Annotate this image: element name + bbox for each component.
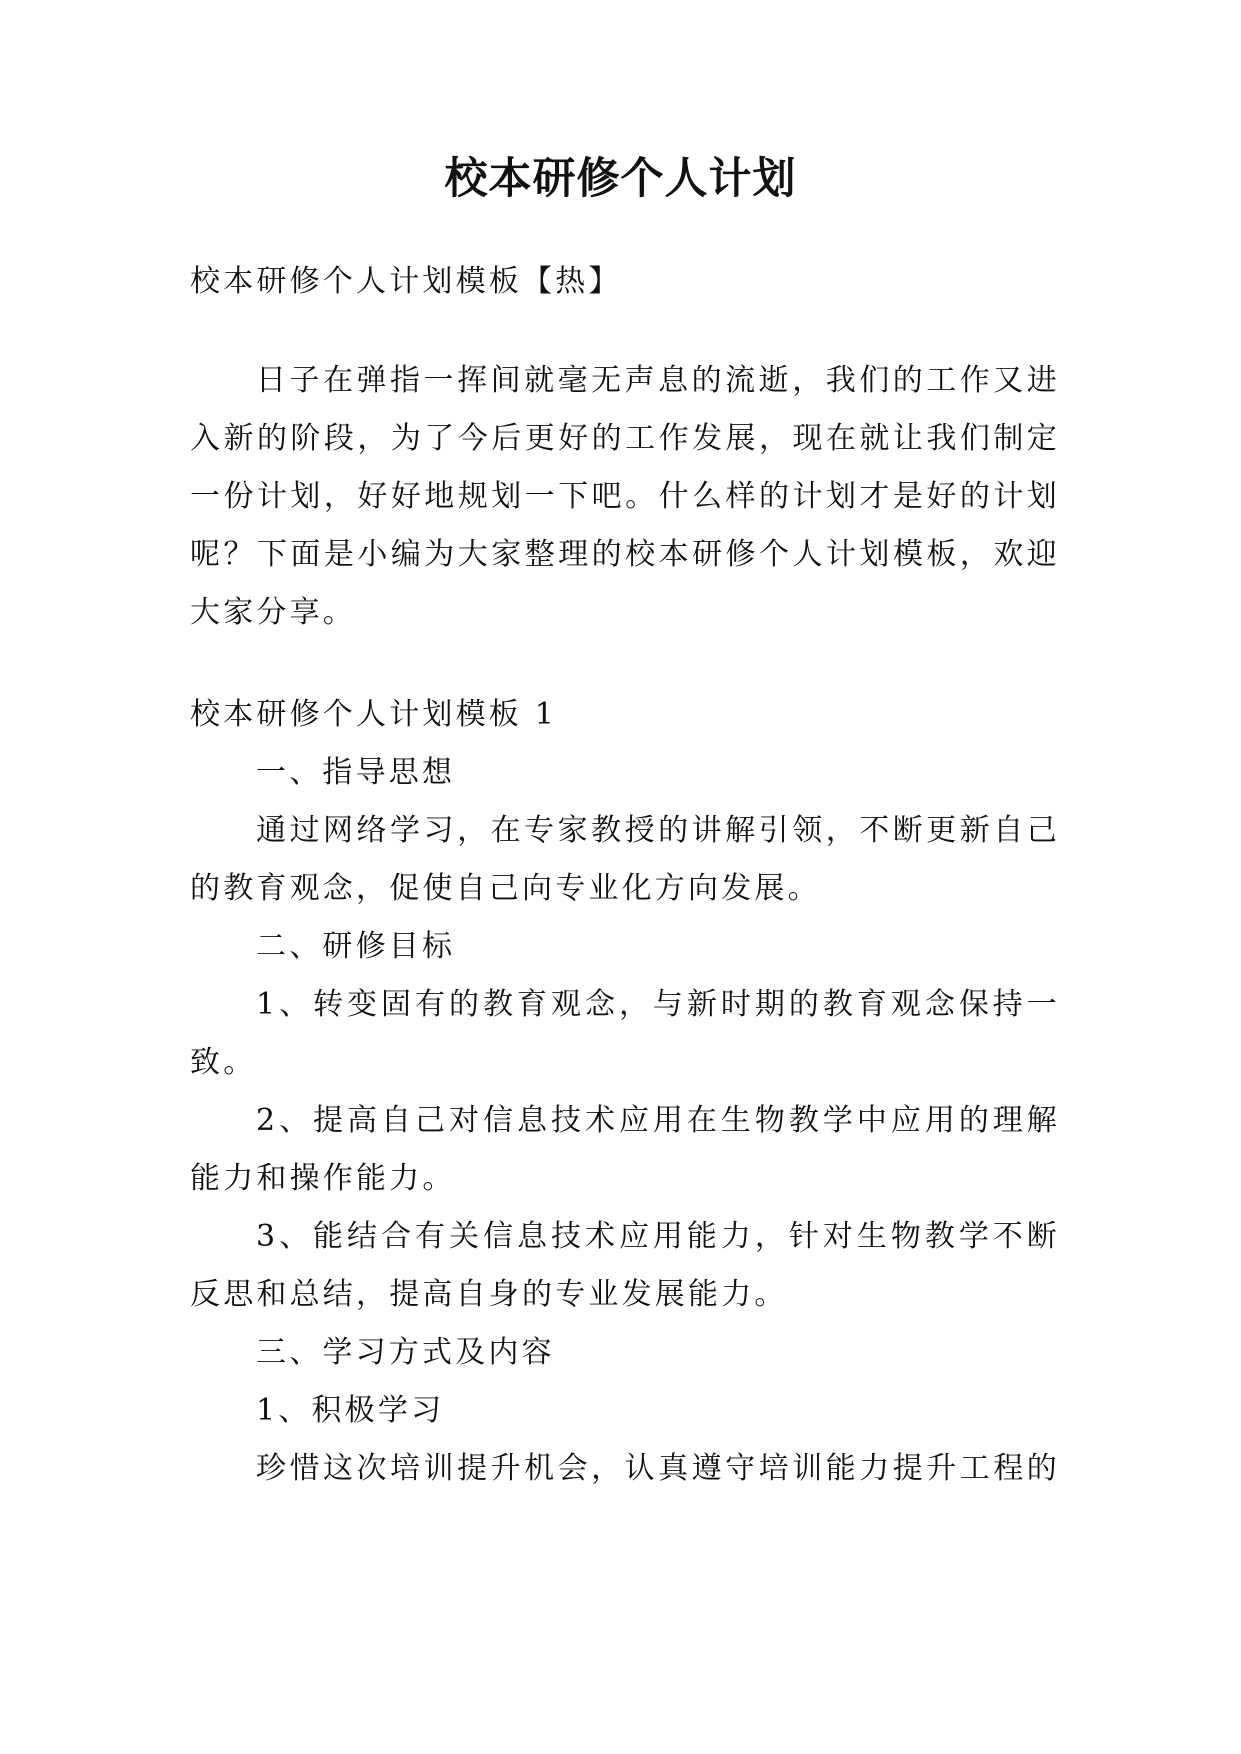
method1-heading: 1、积极学习 [256,1393,445,1428]
goal3-line-1: 3、能结合有关信息技术应用能力，针对生物教学不断 [256,1219,1060,1254]
method1-line-1: 珍惜这次培训提升机会，认真遵守培训能力提升工程的 [256,1451,1060,1486]
goal2-line-1: 2、提高自己对信息技术应用在生物教学中应用的理解 [256,1103,1060,1138]
intro-line-3: 一份计划，好好地规划一下吧。什么样的计划才是好的计划 [190,479,1060,514]
intro-line-2: 入新的阶段，为了今后更好的工作发展，现在就让我们制定 [190,421,1060,456]
section1-line-1: 通过网络学习，在专家教授的讲解引领，不断更新自己 [256,813,1060,848]
section1-line-2: 的教育观念，促使自己向专业化方向发展。 [190,871,821,906]
document-title: 校本研修个人计划 [444,154,797,204]
section-heading-guiding-thought: 一、指导思想 [256,755,456,790]
goal2-line-2: 能力和操作能力。 [190,1161,456,1196]
goal1-line-1: 1、转变固有的教育观念，与新时期的教育观念保持一 [256,987,1060,1022]
intro-line-5: 大家分享。 [190,595,356,630]
section-heading-training-goals: 二、研修目标 [256,929,456,964]
goal3-line-2: 反思和总结，提高自身的专业发展能力。 [190,1277,788,1312]
intro-line-4: 呢？下面是小编为大家整理的校本研修个人计划模板，欢迎 [190,537,1060,572]
intro-line-1: 日子在弹指一挥间就毫无声息的流逝，我们的工作又进 [256,363,1060,398]
template-heading: 校本研修个人计划模板 1 [190,697,558,732]
document-subtitle: 校本研修个人计划模板【热】 [190,264,622,299]
section-heading-learning-methods: 三、学习方式及内容 [256,1335,555,1370]
goal1-line-2: 致。 [190,1045,257,1080]
